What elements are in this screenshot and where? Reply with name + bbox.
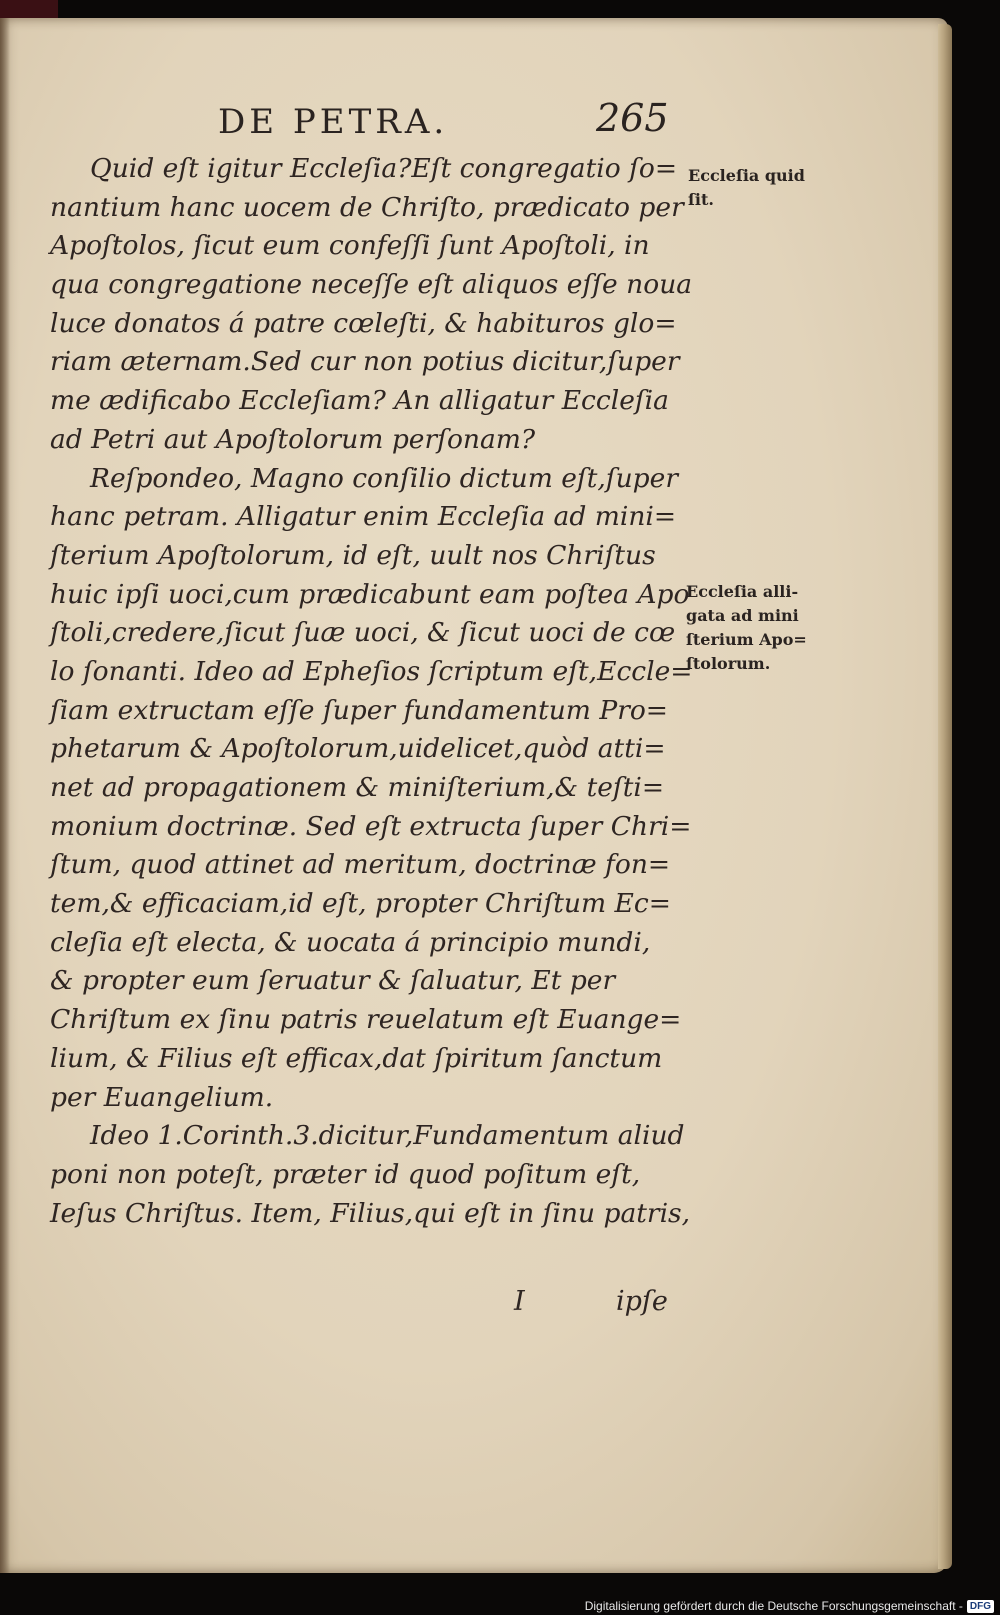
signature-mark: I bbox=[514, 1286, 525, 1317]
running-head: DE PETRA. bbox=[218, 102, 449, 142]
text-line: ſterium Apoſtolorum, id eſt, uult nos Chriſtus bbox=[50, 539, 656, 571]
text-line: huic ipſi uoci,cum prædicabunt eam poſtea Apo bbox=[50, 578, 690, 610]
text-line: Ideo 1.Corinth.3.dicitur,Fundamentum aliud bbox=[90, 1120, 685, 1152]
dfg-logo: DFG bbox=[967, 1600, 994, 1613]
text-line: phetarum & Apoſtolorum,uidelicet,quòd atti= bbox=[50, 733, 666, 765]
text-line: ſtoli,credere,ſicut ſuæ uoci, & ſicut uoci de cœ bbox=[50, 617, 676, 649]
margin-note-line: Eccleſia quid bbox=[688, 166, 805, 185]
digitization-footer bbox=[585, 1599, 994, 1613]
text-line: me ædificabo Eccleſiam? An alligatur Eccleſia bbox=[50, 385, 669, 417]
text-line: ad Petri aut Apoſtolorum perſonam? bbox=[50, 423, 536, 455]
text-line: luce donatos á patre cœleſti, & habituros glo= bbox=[50, 307, 677, 339]
body-text bbox=[50, 150, 693, 1233]
text-line: lium, & Filius eſt efficax,dat ſpiritum ſanctum bbox=[50, 1042, 663, 1074]
text-line: nantium hanc uocem de Chriſto, prædicato per bbox=[50, 191, 684, 223]
text-line: ſtum, quod attinet ad meritum, doctrinæ fon= bbox=[50, 849, 671, 881]
margin-note-line: Eccleſia alli- bbox=[686, 582, 799, 601]
text-line: qua congregatione neceſſe eſt aliquos eſſe noua bbox=[50, 269, 693, 301]
text-line: tem,& efficaciam,id eſt, propter Chriſtum Ec= bbox=[50, 888, 671, 920]
text-line: Ieſus Chriſtus. Item, Filius,qui eſt in ſinu patris, bbox=[50, 1197, 691, 1229]
margin-note-line: ſtolorum. bbox=[686, 654, 771, 673]
margin-note bbox=[686, 580, 807, 676]
text-line: Quid eſt igitur Eccleſia?Eſt congregatio ſo= bbox=[90, 153, 678, 184]
text-line: Chriſtum ex ſinu patris reuelatum eſt Euange= bbox=[50, 1004, 682, 1036]
text-line: ſiam extructam eſſe ſuper fundamentum Pro= bbox=[50, 694, 669, 726]
footer-text: Digitalisierung gefördert durch die Deutsche Forschungsgemeinschaft - bbox=[584, 1599, 963, 1613]
text-line: lo ſonanti. Ideo ad Epheſios ſcriptum eſt,Eccle= bbox=[50, 655, 693, 687]
page-fore-edge bbox=[938, 24, 952, 1569]
gutter-shadow bbox=[0, 18, 10, 1573]
text-line: net ad propagationem & miniſterium,& teſti= bbox=[50, 772, 665, 803]
text-line: monium doctrinæ. Sed eſt extructa ſuper Chri= bbox=[50, 810, 692, 842]
margin-note bbox=[688, 164, 805, 212]
text-line: cleſia eſt electa, & uocata á principio mundi, bbox=[50, 926, 651, 958]
page-number: 265 bbox=[596, 96, 669, 140]
catchword: ipſe bbox=[616, 1286, 668, 1317]
text-line: per Euangelium. bbox=[50, 1081, 274, 1113]
text-line: & propter eum ſeruatur & ſaluatur, Et per bbox=[50, 965, 616, 997]
text-line: Apoſtolos, ſicut eum confeſſi ſunt Apoſtoli, in bbox=[50, 230, 650, 262]
text-line: Reſpondeo, Magno conſilio dictum eſt,ſuper bbox=[90, 462, 678, 494]
text-line: poni non poteſt, præter id quod poſitum eſt, bbox=[50, 1158, 641, 1190]
margin-note-line: gata ad mini bbox=[686, 606, 799, 625]
margin-note-line: ſit. bbox=[688, 190, 714, 209]
text-line: riam æternam.Sed cur non potius dicitur,ſuper bbox=[50, 346, 680, 378]
page-foot bbox=[0, 1286, 700, 1326]
margin-note-line: ſterium Apo= bbox=[686, 630, 807, 649]
text-line: hanc petram. Alligatur enim Eccleſia ad mini= bbox=[50, 501, 677, 533]
